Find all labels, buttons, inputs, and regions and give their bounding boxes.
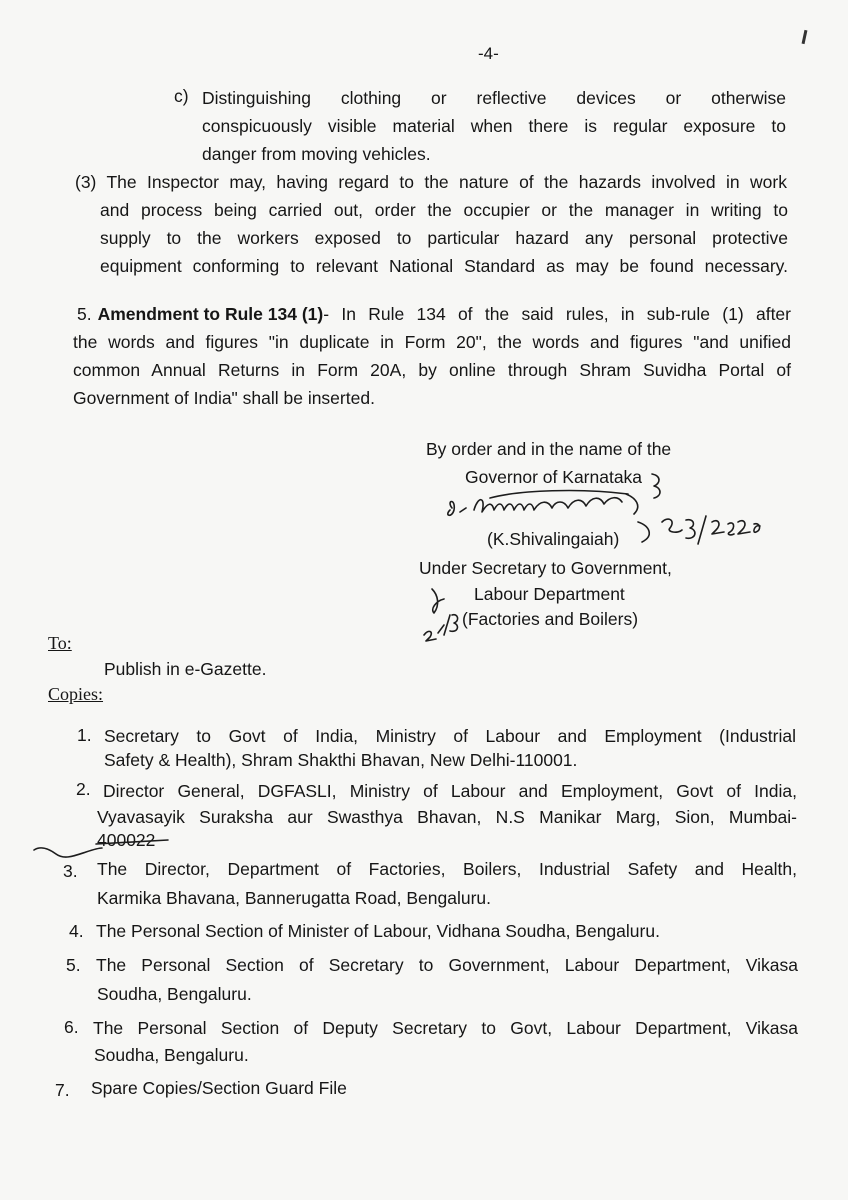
page-number: -4- — [478, 44, 499, 63]
copy-1-line-2: Safety & Health), Shram Shakthi Bhavan, New Delhi-110001. — [104, 750, 578, 770]
scan-mark — [802, 30, 808, 44]
amendment-heading: Amendment to Rule 134 (1) — [97, 304, 324, 324]
copy-6-line-1: The Personal Section of Deputy Secretary to Govt, Labour Department, Vikasa — [93, 1018, 798, 1038]
copy-2-line-2: Vyavasayik Suraksha aur Swasthya Bhavan, N.S Manikar Marg, Sion, Mumbai- — [97, 807, 797, 827]
designation-line-3: (Factories and Boilers) — [462, 609, 639, 629]
copy-5-line-2: Soudha, Bengaluru. — [97, 984, 252, 1004]
signature-line-1: By order and in the name of the — [426, 439, 672, 459]
copy-3-line-1: The Director, Department of Factories, Boilers, Industrial Safety and Health, — [97, 859, 797, 879]
designation-line-1: Under Secretary to Government, — [419, 558, 672, 578]
subrule-3-line-4: equipment conforming to relevant National Standard as may be found necessary. — [100, 256, 788, 276]
item-c-marker: c) — [174, 86, 189, 106]
item-c-line-3: danger from moving vehicles. — [202, 144, 431, 164]
copy-2-line-3: 400022 — [97, 830, 156, 850]
copy-2-number: 2. — [76, 779, 91, 799]
item-c-line-1: Distinguishing clothing or reflective devices or otherwise — [202, 88, 786, 108]
amendment-line-4: Government of India" shall be inserted. — [73, 388, 375, 408]
copy-2-line-1: Director General, DGFASLI, Ministry of Labour and Employment, Govt of India, — [103, 781, 797, 801]
subrule-3-line-2: and process being carried out, order the occupier or the manager in writing to — [100, 200, 788, 220]
amendment-line-1 — [77, 300, 791, 328]
copy-7-line-1: Spare Copies/Section Guard File — [91, 1078, 347, 1098]
copy-5-number: 5. — [66, 955, 81, 975]
copy-1-line-1: Secretary to Govt of India, Ministry of Labour and Employment (Industrial — [104, 726, 796, 746]
to-item: Publish in e-Gazette. — [104, 659, 267, 679]
signatory-name: (K.Shivalingaiah) — [487, 529, 620, 549]
copy-4-line-1: The Personal Section of Minister of Labour, Vidhana Soudha, Bengaluru. — [96, 921, 660, 941]
item-c-line-2: conspicuously visible material when there is regular exposure to — [202, 116, 786, 136]
subrule-3-line-1: (3) The Inspector may, having regard to the nature of the hazards involved in work — [75, 172, 787, 192]
copy-3-line-2: Karmika Bhavana, Bannerugatta Road, Bengaluru. — [97, 888, 492, 908]
amendment-number: 5. — [77, 304, 92, 324]
copies-label: Copies: — [48, 684, 104, 704]
copy-7-number: 7. — [55, 1080, 70, 1100]
subrule-3-line-3: supply to the workers exposed to particular hazard any personal protective — [100, 228, 788, 248]
amendment-line-2: the words and figures "in duplicate in Form 20", the words and figures "and unified — [73, 332, 791, 352]
signature-line-2: Governor of Karnataka — [465, 467, 643, 487]
copy-5-line-1: The Personal Section of Secretary to Government, Labour Department, Vikasa — [96, 955, 798, 975]
copy-3-number: 3. — [63, 861, 78, 881]
designation-line-2: Labour Department — [474, 584, 625, 604]
amendment-line-1-rest: - In Rule 134 of the said rules, in sub-rule (1) after — [323, 304, 791, 324]
copy-4-number: 4. — [69, 921, 84, 941]
amendment-line-3: common Annual Returns in Form 20A, by online through Shram Suvidha Portal of — [73, 360, 791, 380]
copy-1-number: 1. — [77, 725, 92, 745]
copy-6-line-2: Soudha, Bengaluru. — [94, 1045, 249, 1065]
copy-6-number: 6. — [64, 1017, 79, 1037]
handwritten-initials — [418, 585, 466, 645]
to-label: To: — [48, 633, 72, 653]
